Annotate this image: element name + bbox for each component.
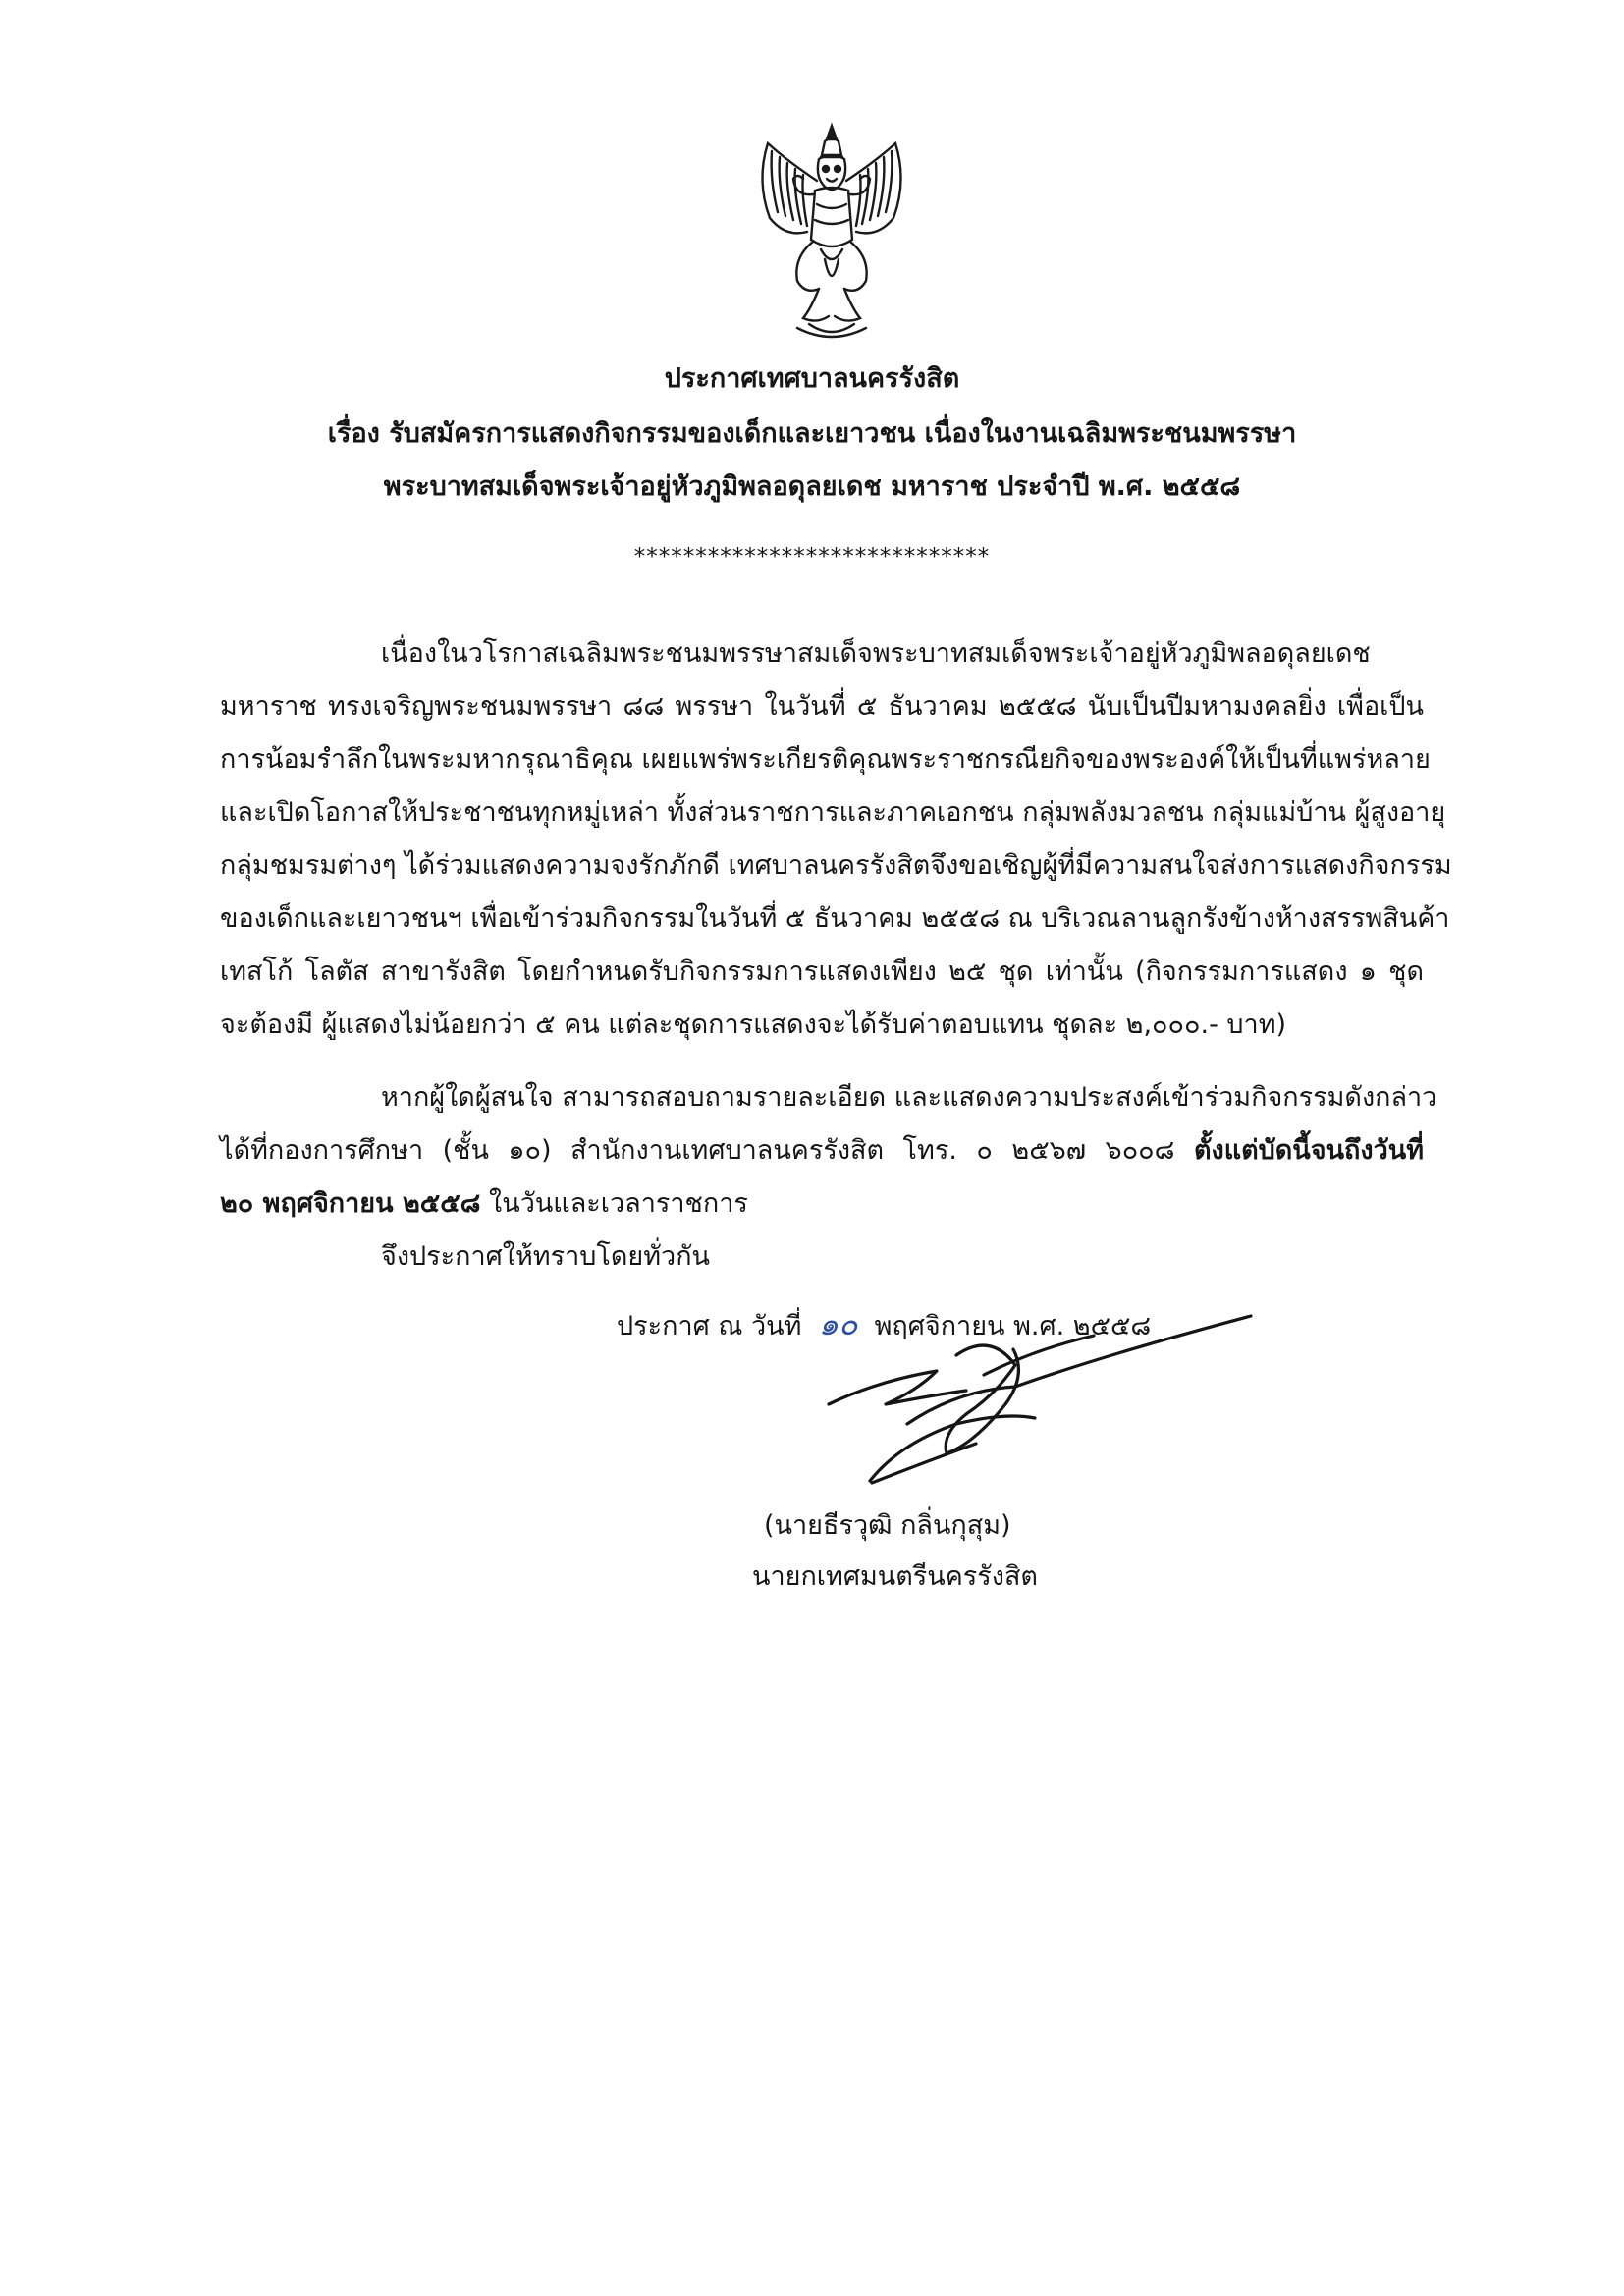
paragraph-line: จะต้องมี ผู้แสดงไม่น้อยกว่า ๕ คน แต่ละชุดการแสดงจะได้รับค่าตอบแทน ชุดละ ๒,๐๐๐.- บาท): [220, 1010, 1287, 1040]
paragraph-line: ของเด็กและเยาวชนฯ เพื่อเข้าร่วมกิจกรรมในวันที่ ๕ ธันวาคม ๒๕๕๘ ณ บริเวณลานลูกรังข้างห้างสรรพสินค้า: [220, 903, 1450, 934]
announcement-subject-cont: พระบาทสมเด็จพระเจ้าอยู่หัวภูมิพลอดุลยเดช มหาราช ประจำปี พ.ศ. ๒๕๕๘: [383, 471, 1241, 502]
date-day-handwritten: ๑๐: [818, 1305, 858, 1342]
deadline-date: ๒๐ พฤศจิกายน ๒๕๕๘: [220, 1188, 481, 1219]
paragraph-line: หากผู้ใดผู้สนใจ สามารถสอบถามรายละเอียด และแสดงความประสงค์เข้าร่วมกิจกรรมดังกล่าว: [381, 1082, 1437, 1113]
date-prefix: ประกาศ ณ วันที่: [617, 1311, 802, 1341]
paragraph-line: เทสโก้ โลตัส สาขารังสิต โดยกำหนดรับกิจกรรมการแสดงเพียง ๒๕ ชุด เท่านั้น (กิจกรรมการแสดง ๑ ชุด: [220, 957, 1424, 987]
paragraph-line: การน้อมรำลึกในพระมหากรุณาธิคุณ เผยแพร่พระเกียรติคุณพระราชกรณียกิจของพระองค์ให้เป็นที่แพร่หลาย: [220, 744, 1431, 775]
announcement-title: ประกาศเทศบาลนครรังสิต: [664, 363, 960, 394]
contact-text: ได้ที่กองการศึกษา (ชั้น ๑๐) สำนักงานเทศบาลนครรังสิต โทร. ๐ ๒๕๖๗ ๖๐๐๘: [220, 1135, 1194, 1166]
announcement-subject: เรื่อง รับสมัครการแสดงกิจกรรมของเด็กและเยาวชน เนื่องในงานเฉลิมพระชนมพรรษา: [327, 418, 1297, 449]
garuda-emblem-icon: [748, 122, 915, 342]
paragraph-line: [220, 1133, 1424, 1169]
paragraph-line: มหาราช ทรงเจริญพระชนมพรรษา ๘๘ พรรษา ในวันที่ ๕ ธันวาคม ๒๕๕๘ นับเป็นปีมหามงคลยิ่ง เพื่อเป็น: [220, 691, 1424, 722]
office-hours-text: ในวันและเวลาราชการ: [480, 1188, 748, 1219]
signer-position: นายกเทศมนตรีนครรังสิต: [752, 1561, 1038, 1592]
deadline-text: ตั้งแต่บัดนี้จนถึงวันที่: [1193, 1135, 1424, 1166]
signature-icon: [809, 1296, 1261, 1498]
paragraph-line: กลุ่มชมรมต่างๆ ได้ร่วมแสดงความจงรักภักดี เทศบาลนครรังสิตจึงขอเชิญผู้ที่มีความสนใจส่งการแสดงกิจกรรม: [220, 850, 1452, 881]
paragraph-line: และเปิดโอกาสให้ประชาชนทุกหมู่เหล่า ทั้งส่วนราชการและภาคเอกชน กลุ่มพลังมวลชน กลุ่มแม่บ้าน ผู้สูงอายุ: [220, 797, 1446, 828]
date-suffix: พฤศจิกายน พ.ศ. ๒๕๕๘: [874, 1311, 1152, 1341]
separator-stars: *****************************: [633, 544, 991, 570]
paragraph-line: เนื่องในวโรกาสเฉลิมพระชนมพรรษาสมเด็จพระบาทสมเด็จพระเจ้าอยู่หัวภูมิพลอดุลยเดช: [381, 638, 1371, 669]
closing-statement: จึงประกาศให้ทราบโดยทั่วกัน: [381, 1241, 710, 1272]
signer-name: (นายธีรวุฒิ กลิ่นกุสุม): [764, 1510, 1011, 1541]
paragraph-line: [220, 1186, 1424, 1222]
